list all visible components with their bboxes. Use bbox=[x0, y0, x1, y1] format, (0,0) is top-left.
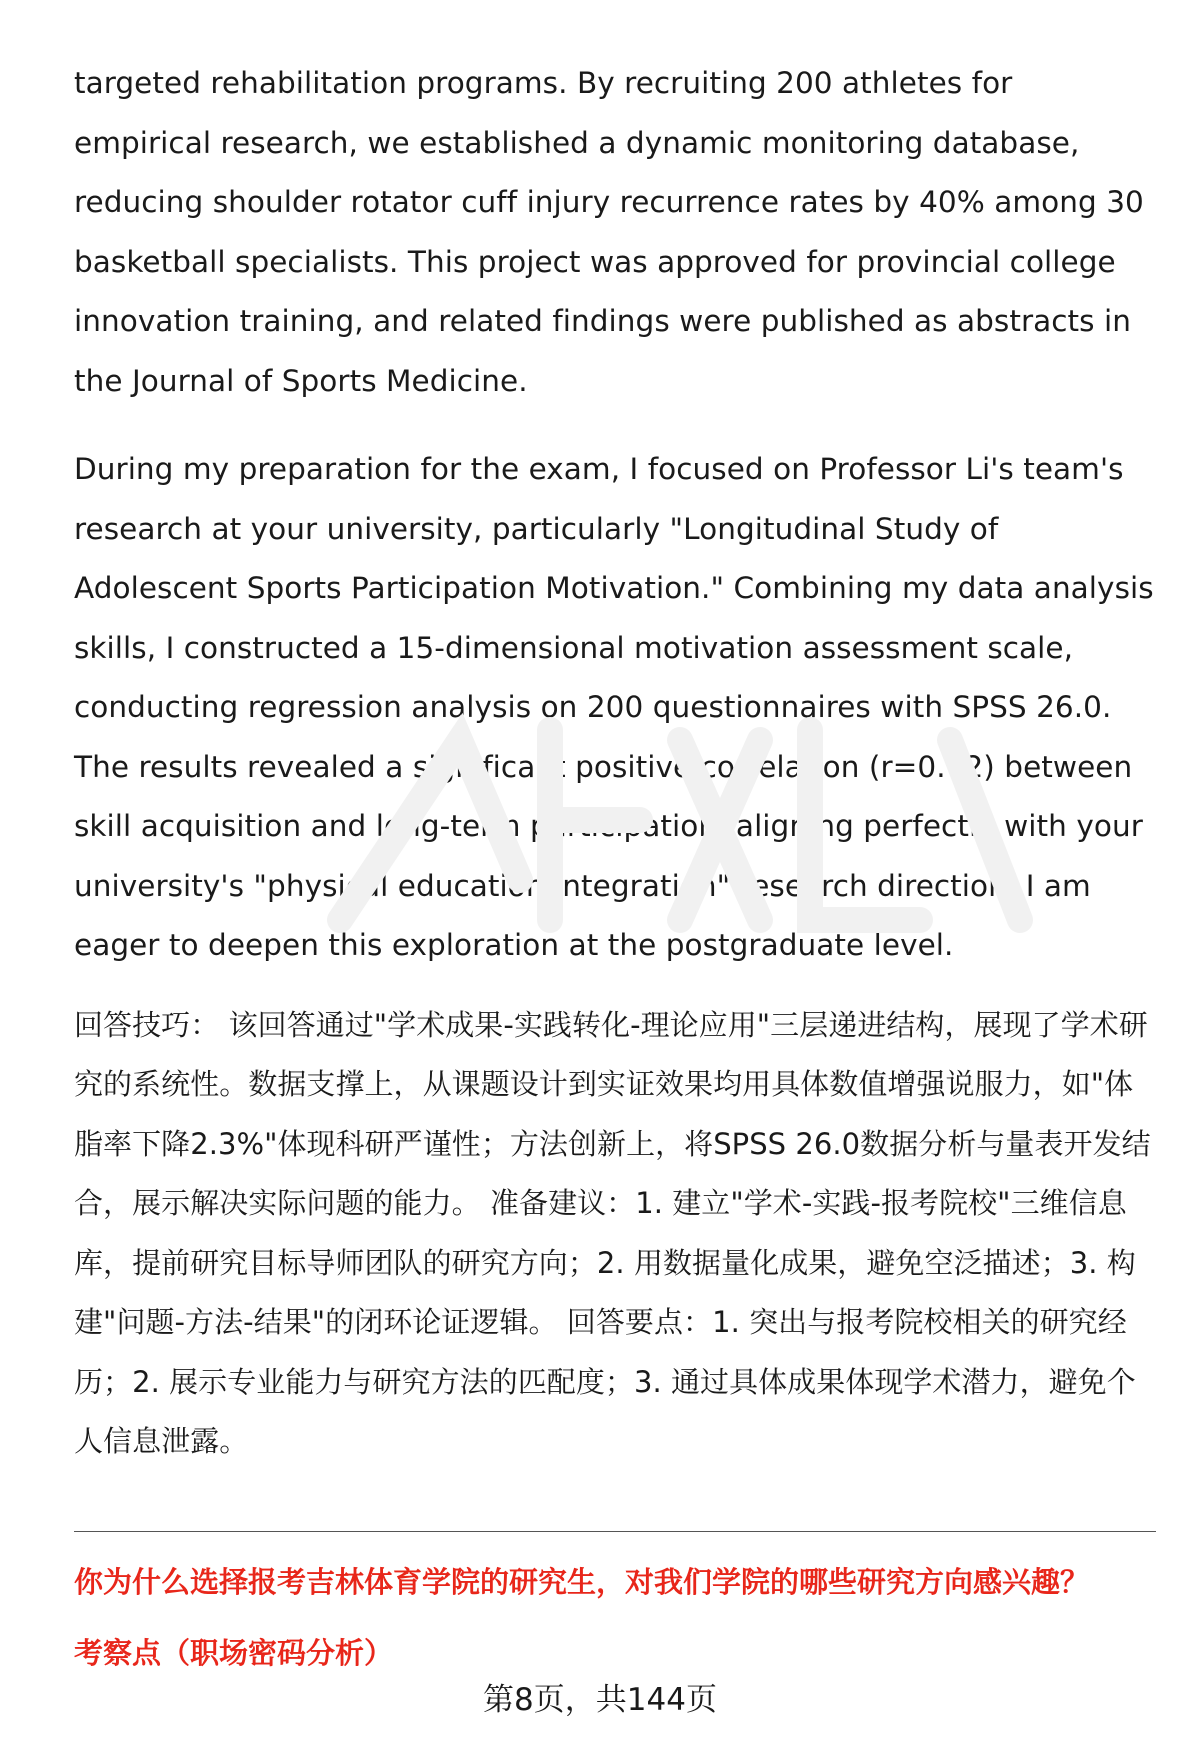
section-label: 考察点（职场密码分析） bbox=[74, 1636, 394, 1670]
paragraph-answer-tips: 回答技巧： 该回答通过"学术成果-实践转化-理论应用"三层递进结构，展现了学术研究的系统性。数据支撑上，从课题设计到实证效果均用具体数值增强说服力，如"体脂率下降2.3%"体现科研严谨性；方法创新上，将SPSS 26.0数据分析与量表开发结合，展示解决实际问题的能力。 准备建议：1. 建立"学术-实践-报考院校"三维信息库，提前研究目标导师团队的研究方向；2. 用数据量化成果，避免空泛描述；3. 构建"问题-方法-结果"的闭环论证逻辑。 回答要点：1. 突出与报考院校相关的研究经历；2. 展示专业能力与研究方法的匹配度；3. 通过具体成果体现学术潜力，避免个人信息泄露。 bbox=[74, 1007, 1151, 1458]
page-number: 第8页，共144页 bbox=[483, 1682, 717, 1718]
document-body bbox=[74, 54, 1154, 1472]
paragraph-exam-preparation: During my preparation for the exam, I focused on Professor Li's team's research at your university, particularly "Longitudinal Study of Adolescent Sports Participation Motivation." Combining my data analysis skills, I constructed a 15-dimensional motivation assessment scale, conducting regression analysis on 200 questionnaires with SPSS 26.0. The results revealed a significant positive correlation (r=0.72) between skill acquisition and long-term participation, aligning perfectly with your university's "physical education integration" research direction. I am eager to deepen this exploration at the postgraduate level. bbox=[74, 452, 1154, 962]
paragraph-rehabilitation: targeted rehabilitation programs. By recruiting 200 athletes for empirical research, we established a dynamic monitoring database, reducing shoulder rotator cuff injury recurrence rates by 40% among 30 basketball specialists. This project was approved for provincial college innovation training, and related findings were published as abstracts in the Journal of Sports Medicine. bbox=[74, 66, 1144, 398]
section-divider bbox=[74, 1531, 1156, 1532]
question-heading: 你为什么选择报考吉林体育学院的研究生，对我们学院的哪些研究方向感兴趣？ bbox=[74, 1565, 1090, 1599]
